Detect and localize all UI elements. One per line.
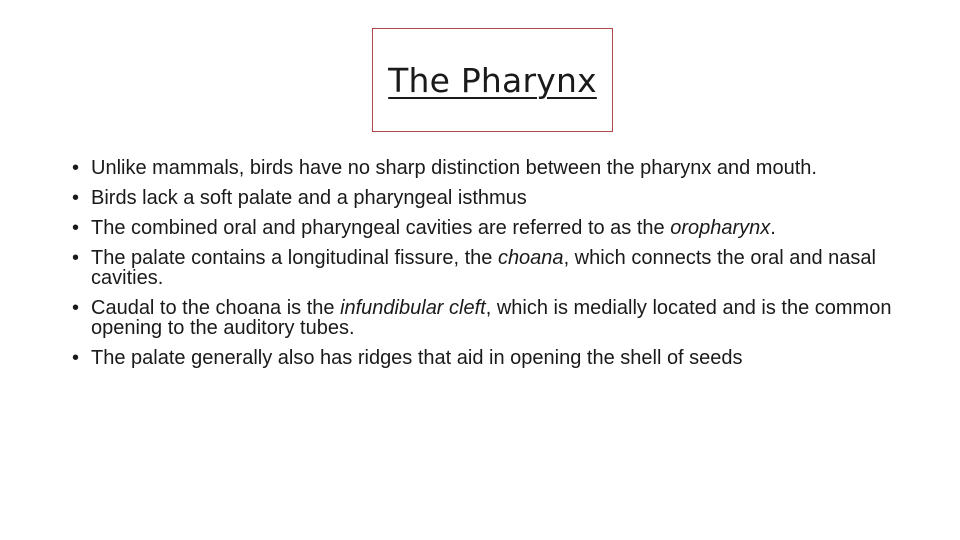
bullet-text: Birds lack a soft palate and a pharyngeal isthmus	[91, 187, 527, 209]
term-infundibular-cleft: infundibular cleft	[340, 297, 486, 319]
bullet-dot-icon: •	[72, 247, 80, 269]
bullet-item	[72, 188, 892, 208]
slide-title: The Pharynx	[388, 60, 597, 100]
term-choana: choana	[497, 247, 564, 269]
bullet-text: The palate contains a longitudinal fissure, the choana, which connects the oral and nasal cavities.	[91, 247, 876, 289]
bullet-list	[72, 158, 892, 378]
bullet-text: Unlike mammals, birds have no sharp distinction between the pharynx and mouth.	[91, 157, 817, 179]
bullet-dot-icon: •	[72, 187, 80, 209]
term-oropharynx: oropharynx	[670, 217, 771, 239]
bullet-item	[72, 298, 892, 338]
bullet-text: The palate generally also has ridges that aid in opening the shell of seeds	[91, 347, 743, 369]
bullet-dot-icon: •	[72, 297, 80, 319]
bullet-dot-icon: •	[72, 157, 80, 179]
bullet-item	[72, 248, 892, 288]
bullet-item	[72, 158, 892, 178]
bullet-item	[72, 218, 892, 238]
bullet-item	[72, 348, 892, 368]
bullet-text: The combined oral and pharyngeal cavities are referred to as the oropharynx.	[91, 217, 776, 239]
title-box	[372, 28, 613, 132]
bullet-text: Caudal to the choana is the infundibular cleft, which is medially located and is the common opening to the auditory tubes.	[91, 297, 892, 339]
bullet-dot-icon: •	[72, 347, 80, 369]
bullet-dot-icon: •	[72, 217, 80, 239]
